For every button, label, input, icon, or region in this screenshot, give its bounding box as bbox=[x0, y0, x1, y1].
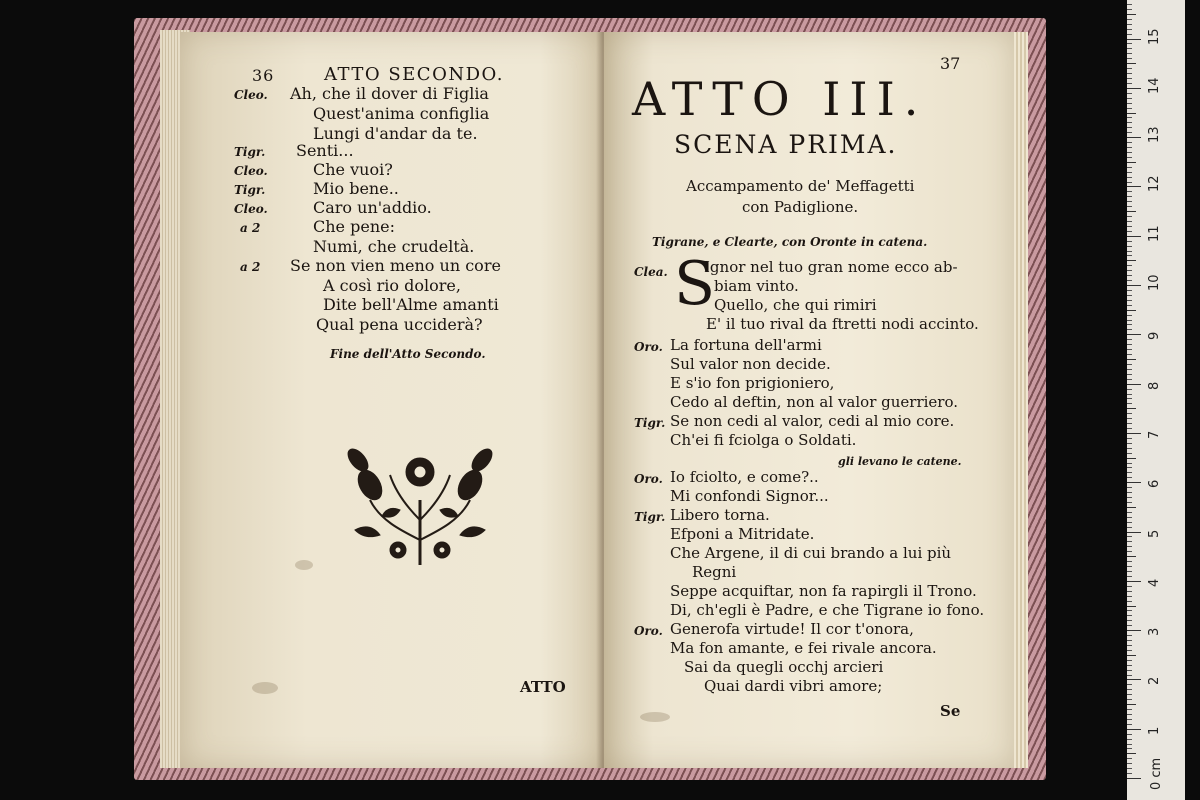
measuring-ruler bbox=[1127, 0, 1185, 800]
ruler-tick bbox=[1127, 650, 1132, 651]
ruler-tick bbox=[1127, 507, 1136, 508]
flower-ornament bbox=[340, 440, 500, 570]
speaker-label: Oro. bbox=[634, 472, 663, 486]
verse-line: Quello, che qui rimiri bbox=[714, 296, 877, 314]
verse-line: A così rio dolore, bbox=[323, 276, 461, 295]
ruler-tick bbox=[1127, 48, 1132, 49]
speaker-label: Cleo. bbox=[234, 164, 268, 178]
ruler-tick bbox=[1127, 596, 1132, 597]
verse-line: Ma fon amante, e fei rivale ancora. bbox=[670, 639, 937, 657]
ruler-tick bbox=[1127, 625, 1132, 626]
act-title: ATTO III. bbox=[632, 72, 928, 126]
left-page bbox=[180, 32, 604, 768]
ruler-tick bbox=[1127, 753, 1136, 754]
verse-line: E s'io fon prigioniero, bbox=[670, 374, 835, 392]
ruler-tick bbox=[1127, 339, 1132, 340]
ruler-tick bbox=[1127, 665, 1132, 666]
verse-line: biam vinto. bbox=[714, 277, 799, 295]
verse-line: E' il tuo rival da ftretti nodi accinto. bbox=[706, 315, 979, 333]
ruler-tick bbox=[1127, 113, 1136, 114]
verse-line: La fortuna dell'armi bbox=[670, 336, 822, 354]
characters-line: Tigrane, e Clearte, con Oronte in catena. bbox=[652, 235, 928, 249]
ruler-tick bbox=[1127, 660, 1132, 661]
ruler-tick bbox=[1127, 645, 1132, 646]
ruler-number: 7 bbox=[1147, 430, 1162, 439]
ruler-tick bbox=[1127, 536, 1132, 537]
speaker-label: Tigr. bbox=[634, 510, 666, 524]
page-number-right: 37 bbox=[940, 54, 961, 73]
ruler-tick bbox=[1127, 758, 1132, 759]
verse-line: Mi confondi Signor... bbox=[670, 487, 829, 505]
ruler-tick bbox=[1127, 586, 1132, 587]
ruler-tick bbox=[1127, 704, 1136, 705]
ruler-tick bbox=[1127, 694, 1132, 695]
ruler-number: 6 bbox=[1147, 479, 1162, 489]
speaker-label: Oro. bbox=[634, 624, 663, 638]
ruler-tick bbox=[1127, 709, 1132, 710]
verse-line: Se non vien meno un core bbox=[290, 256, 501, 275]
ruler-tick bbox=[1127, 546, 1132, 547]
verse-line: Lungi d'andar da te. bbox=[313, 124, 478, 143]
ruler-tick bbox=[1127, 196, 1132, 197]
ruler-tick bbox=[1127, 606, 1136, 607]
ruler-tick bbox=[1127, 270, 1132, 271]
catchword-left: ATTO bbox=[520, 678, 566, 696]
speaker-label: Tigr. bbox=[234, 183, 266, 197]
ruler-tick bbox=[1127, 88, 1141, 89]
ruler-tick bbox=[1127, 610, 1132, 611]
scene-setting-line-1: Accampamento de' Meffagetti bbox=[686, 177, 915, 195]
ruler-tick bbox=[1127, 699, 1132, 700]
ruler-tick bbox=[1127, 433, 1141, 434]
ruler-tick bbox=[1127, 359, 1136, 360]
ruler-tick bbox=[1127, 640, 1132, 641]
verse-line: Numi, che crudeltà. bbox=[313, 237, 475, 256]
ruler-tick bbox=[1127, 768, 1132, 769]
ruler-tick bbox=[1127, 670, 1132, 671]
ruler-number: 8 bbox=[1147, 381, 1162, 390]
ruler-tick bbox=[1127, 527, 1132, 528]
verse-line: Cedo al deftin, non al valor guerriero. bbox=[670, 393, 958, 411]
ruler-tick bbox=[1127, 551, 1132, 552]
verse-line: Di, ch'egli è Padre, e che Tigrane io fono. bbox=[670, 601, 985, 619]
verse-line: Ah, che il dover di Figlia bbox=[290, 84, 489, 103]
page-number-left: 36 bbox=[252, 66, 275, 85]
ruler-tick bbox=[1127, 571, 1132, 572]
ruler-tick bbox=[1127, 532, 1141, 533]
speaker-label: Clea. bbox=[634, 265, 668, 279]
ruler-tick bbox=[1127, 374, 1132, 375]
ruler-tick bbox=[1127, 581, 1141, 582]
ruler-tick bbox=[1127, 34, 1132, 35]
ruler-tick bbox=[1127, 320, 1132, 321]
ruler-tick bbox=[1127, 172, 1132, 173]
ruler-number: 9 bbox=[1147, 332, 1162, 341]
ruler-tick bbox=[1127, 364, 1132, 365]
ruler-number: 2 bbox=[1147, 677, 1162, 686]
ruler-tick bbox=[1127, 512, 1132, 513]
ruler-tick bbox=[1127, 389, 1132, 390]
ruler-tick bbox=[1127, 744, 1132, 745]
ruler-tick bbox=[1127, 295, 1132, 296]
ruler-tick bbox=[1127, 93, 1132, 94]
verse-line: Senti... bbox=[296, 141, 354, 160]
ruler-tick bbox=[1127, 255, 1132, 256]
ruler-number: 11 bbox=[1147, 225, 1162, 242]
ruler-tick bbox=[1127, 122, 1132, 123]
speaker-label: Tigr. bbox=[234, 145, 266, 159]
ruler-tick bbox=[1127, 561, 1132, 562]
ruler-tick bbox=[1127, 763, 1132, 764]
ruler-tick bbox=[1127, 14, 1136, 15]
ink-smudge bbox=[295, 560, 313, 570]
ruler-tick bbox=[1127, 19, 1132, 20]
speaker-label: Oro. bbox=[634, 340, 663, 354]
ruler-tick bbox=[1127, 369, 1132, 370]
ruler-tick bbox=[1127, 9, 1132, 10]
ruler-tick bbox=[1127, 679, 1141, 680]
ruler-tick bbox=[1127, 142, 1132, 143]
speaker-label: Cleo. bbox=[234, 202, 268, 216]
ruler-tick bbox=[1127, 418, 1132, 419]
verse-line: Ch'ei fi fciolga o Soldati. bbox=[670, 431, 857, 449]
verse-line: Io fciolto, e come?.. bbox=[670, 468, 819, 486]
ruler-tick bbox=[1127, 576, 1132, 577]
ruler-tick bbox=[1127, 403, 1132, 404]
ruler-tick bbox=[1127, 630, 1141, 631]
ruler-tick bbox=[1127, 280, 1132, 281]
ruler-tick bbox=[1127, 724, 1132, 725]
ruler-tick bbox=[1127, 24, 1132, 25]
ruler-tick bbox=[1127, 502, 1132, 503]
ruler-tick bbox=[1127, 152, 1132, 153]
ruler-tick bbox=[1127, 39, 1141, 40]
ruler-tick bbox=[1127, 467, 1132, 468]
ruler-tick bbox=[1127, 438, 1132, 439]
ruler-tick bbox=[1127, 43, 1132, 44]
ruler-tick bbox=[1127, 305, 1132, 306]
ruler-tick bbox=[1127, 349, 1132, 350]
ruler-tick bbox=[1127, 458, 1136, 459]
verse-line: Che Argene, il di cui brando a lui più bbox=[670, 544, 952, 562]
drop-cap: S bbox=[674, 249, 716, 319]
ruler-tick bbox=[1127, 408, 1136, 409]
catchword-right: Se bbox=[940, 702, 961, 720]
ruler-tick bbox=[1127, 117, 1132, 118]
verse-line: Che vuoi? bbox=[313, 160, 393, 179]
ruler-tick bbox=[1127, 714, 1132, 715]
ruler-tick bbox=[1127, 241, 1132, 242]
verse-line: Libero torna. bbox=[670, 506, 770, 524]
ruler-tick bbox=[1127, 428, 1132, 429]
ruler-number: 1 bbox=[1147, 726, 1162, 735]
ruler-tick bbox=[1127, 236, 1141, 237]
ruler-tick bbox=[1127, 689, 1132, 690]
ruler-tick bbox=[1127, 517, 1132, 518]
speaker-label: a 2 bbox=[240, 221, 261, 235]
ruler-tick bbox=[1127, 68, 1132, 69]
ruler-tick bbox=[1127, 635, 1132, 636]
ruler-tick bbox=[1127, 541, 1132, 542]
ruler-tick bbox=[1127, 78, 1132, 79]
ruler-tick bbox=[1127, 463, 1132, 464]
ruler-tick bbox=[1127, 260, 1136, 261]
ruler-number: 4 bbox=[1147, 578, 1162, 587]
verse-line: Efponi a Mitridate. bbox=[670, 525, 815, 543]
ruler-tick bbox=[1127, 497, 1132, 498]
ruler-tick bbox=[1127, 394, 1132, 395]
ruler-tick bbox=[1127, 748, 1132, 749]
ruler-tick bbox=[1127, 201, 1132, 202]
ruler-tick bbox=[1127, 778, 1141, 779]
verse-line: Quest'anima configlia bbox=[313, 104, 490, 123]
ruler-tick bbox=[1127, 108, 1132, 109]
ruler-number: 15 bbox=[1147, 27, 1162, 45]
ruler-tick bbox=[1127, 620, 1132, 621]
ruler-tick bbox=[1127, 472, 1132, 473]
ink-smudge bbox=[252, 682, 278, 694]
stage-direction: gli levano le catene. bbox=[838, 455, 962, 468]
ruler-tick bbox=[1127, 684, 1132, 685]
ruler-tick bbox=[1127, 734, 1132, 735]
ruler-tick bbox=[1127, 477, 1132, 478]
ruler-unit-label: 0 cm bbox=[1149, 757, 1164, 790]
ruler-tick bbox=[1127, 132, 1132, 133]
ruler-tick bbox=[1127, 655, 1136, 656]
act-end-note: Fine dell'Atto Secondo. bbox=[330, 347, 486, 361]
ruler-tick bbox=[1127, 384, 1141, 385]
ruler-tick bbox=[1127, 4, 1132, 5]
ruler-tick bbox=[1127, 216, 1132, 217]
ruler-tick bbox=[1127, 482, 1141, 483]
ruler-tick bbox=[1127, 739, 1132, 740]
ruler-tick bbox=[1127, 324, 1132, 325]
ruler-tick bbox=[1127, 137, 1141, 138]
verse-line: Regni bbox=[692, 563, 737, 581]
ruler-tick bbox=[1127, 601, 1132, 602]
ruler-tick bbox=[1127, 103, 1132, 104]
scene-title: SCENA PRIMA. bbox=[674, 130, 898, 159]
verse-line: Dite bell'Alme amanti bbox=[323, 295, 499, 314]
ruler-tick bbox=[1127, 73, 1132, 74]
speaker-label: a 2 bbox=[240, 260, 261, 274]
ruler-tick bbox=[1127, 591, 1132, 592]
scene-setting-line-2: con Padiglione. bbox=[742, 198, 859, 216]
ruler-tick bbox=[1127, 344, 1132, 345]
ruler-tick bbox=[1127, 29, 1132, 30]
verse-line: Sai da quegli occhj arcieri bbox=[684, 658, 884, 676]
ruler-number: 5 bbox=[1147, 529, 1162, 538]
ruler-number: 12 bbox=[1147, 175, 1162, 193]
ruler-number: 10 bbox=[1147, 274, 1162, 291]
speaker-label: Cleo. bbox=[234, 88, 268, 102]
verse-line: Se non cedi al valor, cedi al mio core. bbox=[670, 412, 955, 430]
speaker-label: Tigr. bbox=[634, 416, 666, 430]
ruler-tick bbox=[1127, 719, 1132, 720]
ruler-tick bbox=[1127, 191, 1132, 192]
ruler-tick bbox=[1127, 177, 1132, 178]
ruler-tick bbox=[1127, 413, 1132, 414]
ruler-tick bbox=[1127, 246, 1132, 247]
ruler-number: 13 bbox=[1147, 126, 1162, 144]
ruler-tick bbox=[1127, 675, 1132, 676]
ruler-tick bbox=[1127, 379, 1132, 380]
verse-line: Generofa virtude! Il cor t'onora, bbox=[670, 620, 914, 638]
ruler-tick bbox=[1127, 186, 1141, 187]
ruler-tick bbox=[1127, 492, 1132, 493]
ruler-tick bbox=[1127, 310, 1136, 311]
ruler-tick bbox=[1127, 487, 1132, 488]
ruler-number: 14 bbox=[1147, 77, 1162, 94]
ruler-tick bbox=[1127, 211, 1136, 212]
verse-line: Quai dardi vibri amore; bbox=[704, 677, 883, 695]
ruler-tick bbox=[1127, 182, 1132, 183]
ruler-tick bbox=[1127, 162, 1136, 163]
ruler-tick bbox=[1127, 167, 1132, 168]
ruler-tick bbox=[1127, 221, 1132, 222]
ruler-tick bbox=[1127, 265, 1132, 266]
ruler-tick bbox=[1127, 729, 1141, 730]
ruler-tick bbox=[1127, 354, 1132, 355]
ink-smudge bbox=[640, 712, 670, 722]
ruler-tick bbox=[1127, 300, 1132, 301]
verse-line: Caro un'addio. bbox=[313, 198, 432, 217]
verse-line: Sul valor non decide. bbox=[670, 355, 831, 373]
ruler-tick bbox=[1127, 147, 1132, 148]
ruler-tick bbox=[1127, 423, 1132, 424]
ruler-tick bbox=[1127, 63, 1136, 64]
ruler-tick bbox=[1127, 453, 1132, 454]
verse-line: Mio bene.. bbox=[313, 179, 399, 198]
verse-line: Qual pena ucciderà? bbox=[316, 315, 483, 334]
ruler-number: 3 bbox=[1147, 627, 1162, 637]
ruler-tick bbox=[1127, 566, 1132, 567]
verse-line: Ignor nel tuo gran nome ecco ab- bbox=[704, 258, 958, 276]
ruler-tick bbox=[1127, 251, 1132, 252]
ruler-tick bbox=[1127, 275, 1132, 276]
ruler-tick bbox=[1127, 290, 1132, 291]
ruler-tick bbox=[1127, 773, 1132, 774]
ruler-tick bbox=[1127, 448, 1132, 449]
ruler-tick bbox=[1127, 556, 1136, 557]
ruler-tick bbox=[1127, 522, 1132, 523]
verse-line: Seppe acquiftar, non fa rapirgli il Trono. bbox=[670, 582, 977, 600]
ruler-tick bbox=[1127, 98, 1132, 99]
ruler-tick bbox=[1127, 315, 1132, 316]
ruler-tick bbox=[1127, 226, 1132, 227]
ruler-tick bbox=[1127, 443, 1132, 444]
ruler-tick bbox=[1127, 157, 1132, 158]
ruler-tick bbox=[1127, 206, 1132, 207]
ruler-tick bbox=[1127, 615, 1132, 616]
ruler-tick bbox=[1127, 285, 1141, 286]
ruler-tick bbox=[1127, 53, 1132, 54]
ruler-tick bbox=[1127, 231, 1132, 232]
verse-line: Che pene: bbox=[313, 217, 395, 236]
ruler-tick bbox=[1127, 83, 1132, 84]
running-head: ATTO SECONDO. bbox=[324, 64, 504, 85]
ruler-tick bbox=[1127, 127, 1132, 128]
ruler-tick bbox=[1127, 58, 1132, 59]
ruler-tick bbox=[1127, 334, 1141, 335]
ruler-tick bbox=[1127, 329, 1132, 330]
right-page bbox=[604, 32, 1014, 768]
ruler-tick bbox=[1127, 398, 1132, 399]
